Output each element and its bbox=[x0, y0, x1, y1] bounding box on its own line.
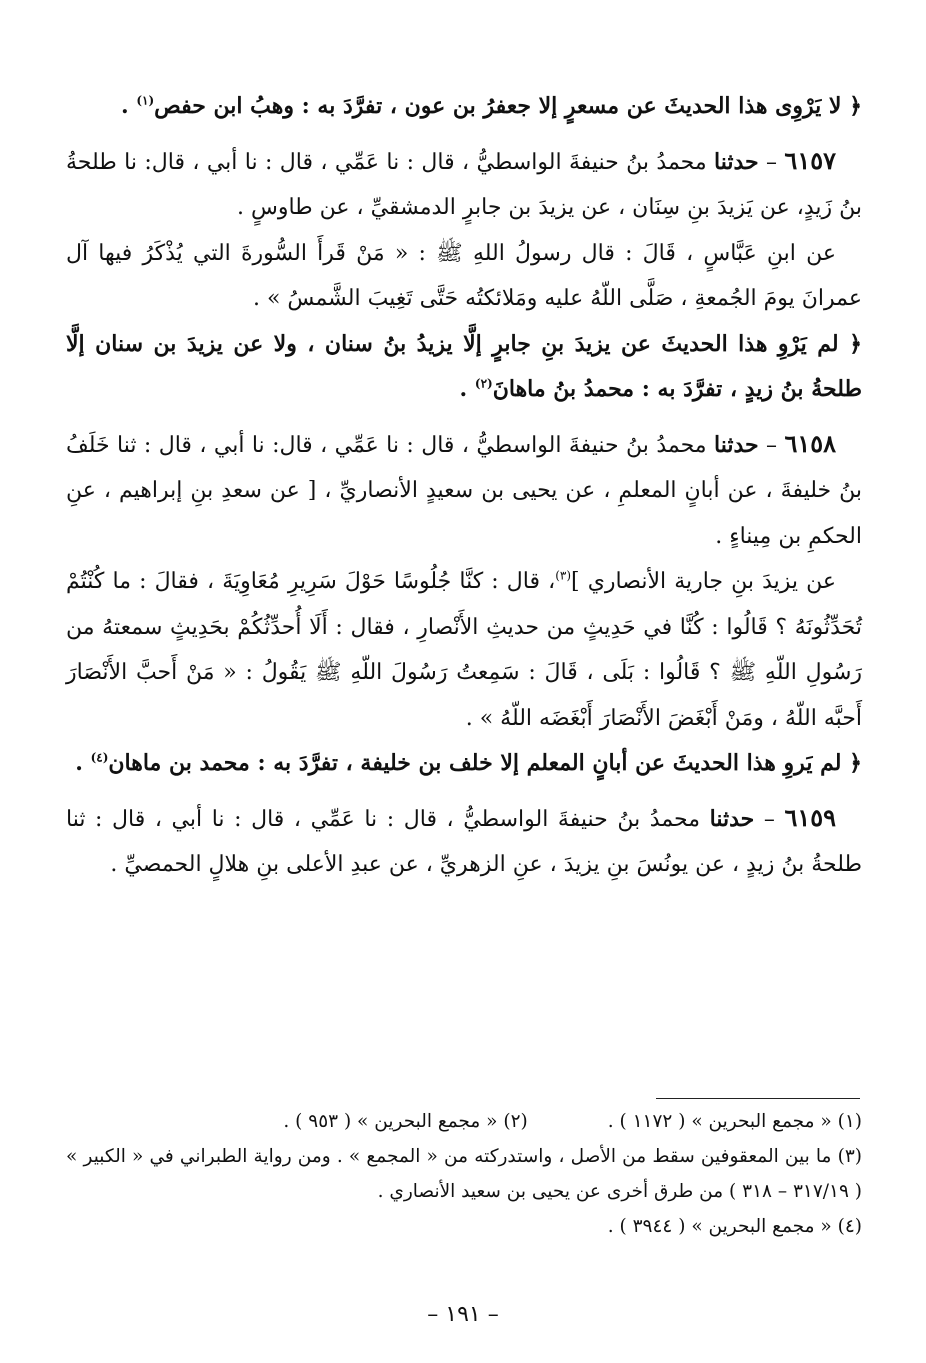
narration-note-2: ﴿ لم يَرْوِ هذا الحديثَ عن يزيدَ بنِ جابرٍ إلَّا يزيدُ بنُ سنان ، ولا عن يزيدَ بن سنان إلَّا طلحةُ بنُ زيدٍ ، تفرَّدَ به : محمدُ بنُ ماهانَ$^{(٢)}$ . bbox=[66, 330, 862, 402]
footnote-ref-3: (٣) bbox=[555, 568, 572, 583]
footnote-ref-1: (١) bbox=[136, 93, 155, 108]
hadith-lead: حدثنا bbox=[714, 148, 759, 175]
footnote-divider bbox=[656, 1098, 860, 1099]
hadith-6157-chain: ٦١٥٧ – حدثنا محمدُ بنُ حنيفةَ الواسطيُّ ، قال : نا عَمِّي ، قال : نا أبي ، قال: نا طلحةُ بنُ زَيدٍ، عن يَزيدَ بنِ سِنَان ، عن يزيدَ بن جابرٍ الدمشقيِّ ، عن طاوسٍ . bbox=[66, 145, 862, 220]
narration-note-1: ﴿ لا يَرْوِى هذا الحديثَ عن مسعرٍ إلا جعفرُ بن عون ، تفرَّدَ به : وهبُ ابن حفص$^{(١)}$ . bbox=[121, 93, 862, 119]
hadith-6158-text: عن يزيدَ بنِ جارية الأنصاري ]$^{(٣)}$، قال : كنَّا جُلُوسًا حَوْلَ سَرِيرِ مُعَاوِيَةَ ، فقالَ : ما كُنْتُمْ تُحَدِّثُونَهُ ؟ قَالُوا : كُنَّا في حَدِيثٍ من حديثِ الأَنْصارِ ، فقال : أَلَا أُحدِّثُكُمْ بحَدِيثٍ سمعتهُ من رَسُولِ اللّهِ ﷺ ؟ قَالُوا : بَلَى ، قَالَ : سَمِعتُ رَسُولَ اللّهِ ﷺ يَقُولُ : « مَنْ أَحبَّ الأَنْصَارَ أَحبَّه اللّهُ ، ومَنْ أَبْغَضَ الأَنْصَارَ أَبْغَضَه اللّهُ » . bbox=[66, 568, 862, 731]
page-number: – ١٩١ – bbox=[427, 1302, 499, 1327]
hadith-number: ٦١٥٨ bbox=[784, 428, 836, 458]
hadith-lead: حدثنا bbox=[709, 805, 755, 832]
footnote-1: (١) « مجمع البحرين » ( ١١٧٢ ) . bbox=[607, 1111, 862, 1132]
hadith-6158-chain: ٦١٥٨ – حدثنا محمدُ بنُ حنيفةَ الواسطيُّ ، قال : نا عَمِّي ، قال: نا أبي ، قال : ثنا خَلَفُ بنُ خليفةَ ، عن أبانٍ المعلمِ ، عن يحيى بن سعيدٍ الأنصاريِّ ، [ عن سعدِ بنِ إبراهيم ، عنِ الحكمِ بن مِيناءٍ . bbox=[66, 428, 862, 549]
footnote-2: (٢) « مجمع البحرين » ( ٩٥٣ ) . bbox=[283, 1111, 528, 1132]
footnotes bbox=[66, 1104, 862, 1244]
main-text bbox=[66, 84, 862, 888]
hadith-lead: حدثنا bbox=[714, 431, 759, 458]
footnote-4: (٤) « مجمع البحرين » ( ٣٩٤٤ ) . bbox=[607, 1216, 862, 1237]
hadith-number: ٦١٥٧ bbox=[784, 145, 836, 175]
hadith-number: ٦١٥٩ bbox=[784, 802, 836, 832]
footnote-row bbox=[66, 1104, 862, 1139]
hadith-6159-chain: ٦١٥٩ – حدثنا محمدُ بنُ حنيفةَ الواسطيُّ ، قال : نا عَمِّي ، قال : نا أبي ، قال : ثنا طلحةُ بنُ زيدٍ ، عن يونُسَ بنِ يزيدَ ، عنِ الزهريِّ ، عن عبدِ الأعلى بنِ هلالٍ الحمصيِّ . bbox=[66, 802, 862, 877]
footnote-3: (٣) ما بين المعقوفين سقط من الأصل ، واستدركته من « المجمع » . ومن رواية الطبراني في « الكبير » ( ٣١٧/١٩ – ٣١٨ ) من طرق أخرى عن يحيى بن سعيد الأنصاري . bbox=[66, 1146, 862, 1202]
footnote-ref-2: (٢) bbox=[474, 376, 493, 391]
narration-note-3: ﴿ لم يَروِ هذا الحديثَ عن أبانٍ المعلم إلا خلف بن خليفة ، تفرَّدَ به : محمد بن ماهان$^{(٤)}$ . bbox=[75, 750, 862, 776]
footnote-ref-4: (٤) bbox=[90, 750, 109, 765]
hadith-6157-text: عن ابنِ عَبَّاسٍ ، قَالَ : قال رسولُ اللهِ ﷺ : « مَنْ قَرأَ السُّورةَ التي يُذْكَرُ فيها آل عمرانَ يومَ الجُمعةِ ، صَلَّى اللّهُ عليه ومَلائكتُه حَتَّى تَغِيبَ الشَّمسُ » . bbox=[66, 240, 862, 311]
